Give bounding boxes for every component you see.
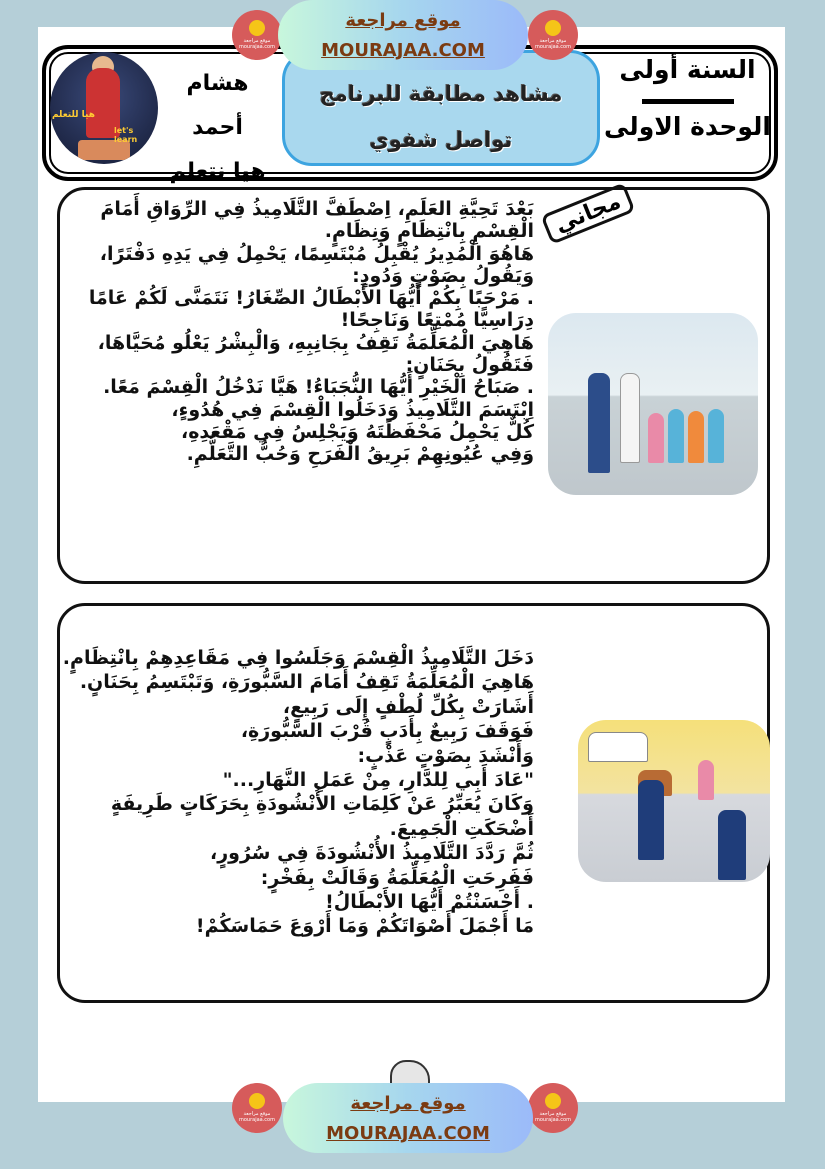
- hallway-illustration: [548, 313, 758, 495]
- teacher-figure: [620, 373, 640, 463]
- text-line: بَعْدَ تَحِيَّةِ العَلَمِ، اِصْطَفَّ التَّلَامِيذُ فِي الرِّوَاقِ أَمَامَ: [100, 198, 534, 220]
- text-line: . مَرْحَبًا بِكُمْ أَيُّهَا الأَبْطَالُ الصِّغَارُ! نَتَمَنَّى لَكُمْ عَامًا: [88, 287, 534, 310]
- author-block: [160, 62, 275, 194]
- text-line: ثُمَّ رَدَّدَ التَّلَامِيذُ الأُنْشُودَةَ فِي سُرُورٍ،: [209, 842, 534, 865]
- site-logo-icon: موقع مراجعة mourajaa.com: [528, 1083, 578, 1133]
- author-subtitle: هيا نتعلم: [169, 159, 266, 184]
- child-figure: [708, 409, 724, 463]
- text-line: أَشَارَتْ بِكُلِّ لُطْفٍ إِلَى رَبِيعٍ،: [282, 695, 534, 718]
- site-logo-icon: موقع مراجعة mourajaa.com: [232, 10, 282, 60]
- text-line: هَاهُوَ الْمُدِيرُ يُقْبِلُ مُبْتَسِمًا، يَحْمِلُ فِي يَدِهِ دَفْتَرًا،: [99, 242, 534, 265]
- text-line: وَيَقُولُ بِصَوْتٍ وَدُودٍ:: [352, 264, 534, 287]
- unit-label: الوحدة الاولى: [604, 112, 771, 141]
- text-line: اِبْتَسَمَ التَّلَامِيذُ وَدَخَلُوا الْقِسْمَ فِي هُدُوءٍ،: [171, 398, 534, 421]
- divider: [642, 99, 734, 104]
- text-line: كُلٌّ يَحْمِلُ مَحْفَظَتَهُ وَيَجْلِسُ فِي مَقْعَدِهِ،: [180, 420, 534, 443]
- text-line: هَاهِيَ الْمُعَلِّمَةُ تَقِفُ أَمَامَ السَّبُّورَةِ، وَتَبْتَسِمُ بِحَنَانٍ.: [79, 671, 534, 694]
- banner-url[interactable]: MOURAJAA.COM: [321, 40, 485, 61]
- child-figure: [648, 413, 664, 463]
- text-line: فَتَقُولُ بِحَنَانٍ:: [405, 354, 534, 377]
- site-banner-bottom[interactable]: [283, 1083, 533, 1153]
- author-name: هشام أحمد: [186, 71, 249, 140]
- site-logo-icon: موقع مراجعة mourajaa.com: [528, 10, 578, 60]
- text-line: أَضْحَكَتِ الْجَمِيعَ.: [389, 817, 534, 840]
- title-line-1: مشاهد مطابقة للبرنامج: [319, 82, 563, 106]
- site-banner-top[interactable]: [278, 0, 528, 70]
- text-line: "عَادَ أَبِي لِلدَّارِ، مِنْ عَمَلِ النَّهَارِ...": [222, 768, 534, 791]
- text-line: . أَحْسَنْتُمْ أَيُّهَا الأَبْطَالُ!: [325, 890, 534, 913]
- scene-2-text: [62, 647, 534, 940]
- blackboard: [588, 732, 648, 762]
- text-line: الْقِسْمِ بِانْتِظَامٍ وَنِظَامٍ.: [324, 220, 534, 243]
- text-line: هَاهِيَ الْمُعَلِّمَةُ تَقِفُ بِجَانِبِهِ، وَالْبِشْرُ يَعْلُو مُحَيَّاهَا،: [97, 331, 534, 354]
- text-line: دَخَلَ التَّلَامِيذُ الْقِسْمَ وَجَلَسُوا فِي مَقَاعِدِهِمْ بِانْتِظَامٍ.: [62, 647, 534, 669]
- child-figure: [718, 810, 746, 880]
- avatar-caption-en: let's learn: [114, 126, 138, 144]
- text-line: . صَبَاحُ الْخَيْرِ أَيُّهَا النُّجَبَاءُ! هَيَّا نَدْخُلُ الْقِسْمَ مَعًا.: [103, 376, 534, 399]
- classroom-illustration: [578, 720, 770, 882]
- scene-1-text: [82, 198, 534, 466]
- child-figure: [698, 760, 714, 800]
- text-line: وَكَانَ يُعَبِّرُ عَنْ كَلِمَاتِ الأُنْشُودَةِ بِحَرَكَاتٍ طَرِيفَةٍ: [110, 793, 534, 816]
- title-line-2: تواصل شفوي: [369, 128, 513, 152]
- site-logo-icon: موقع مراجعة mourajaa.com: [232, 1083, 282, 1133]
- child-figure: [638, 780, 664, 860]
- author-avatar: [50, 52, 158, 164]
- text-line: وَفِي عُيُونِهِمْ بَرِيقُ الْفَرَحِ وَحُبُّ التَّعَلُّمِ.: [186, 443, 534, 466]
- child-figure: [668, 409, 684, 463]
- avatar-caption-ar: هيا للتعلم: [52, 110, 95, 120]
- banner-url[interactable]: MOURAJAA.COM: [326, 1123, 490, 1144]
- banner-title[interactable]: موقع مراجعة: [345, 10, 461, 31]
- text-line: دِرَاسِيًّا مُمْتِعًا وَنَاجِحًا!: [340, 309, 534, 332]
- text-line: فَفَرِحَتِ الْمُعَلِّمَةُ وَقَالَتْ بِفَخْرٍ:: [260, 866, 534, 889]
- grade-label: السنة أولى: [619, 55, 756, 84]
- child-figure: [688, 411, 704, 463]
- text-line: فَوَقَفَ رَبِيعٌ بِأَدَبٍ قُرْبَ السَّبُّورَةِ،: [240, 720, 534, 743]
- banner-title[interactable]: موقع مراجعة: [350, 1093, 466, 1114]
- grade-block: [600, 55, 775, 141]
- principal-figure: [588, 373, 610, 473]
- free-stamp: مجاني: [540, 182, 635, 245]
- text-line: وَأَنْشَدَ بِصَوْتٍ عَذْبٍ:: [357, 744, 534, 767]
- text-line: مَا أَجْمَلَ أَصْوَاتَكُمْ وَمَا أَرْوَعَ حَمَاسَكُمْ!: [195, 915, 534, 938]
